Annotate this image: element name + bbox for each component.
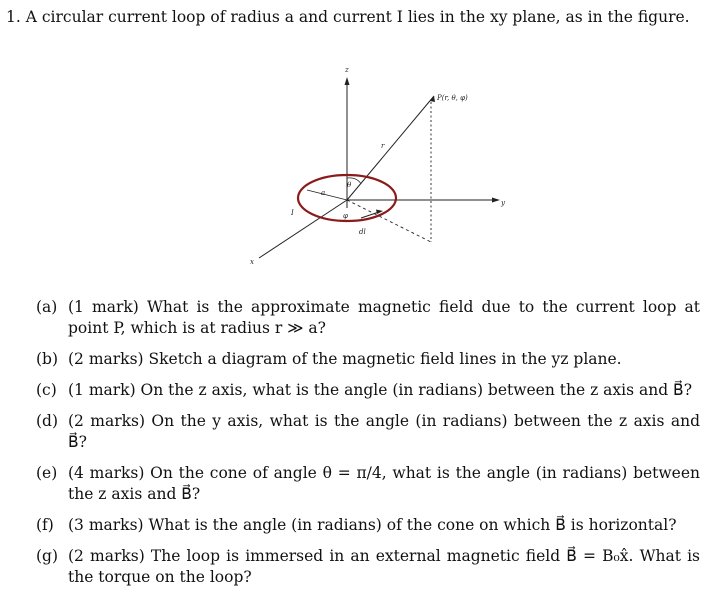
z-axis-label: z — [345, 66, 349, 74]
position-vector-r — [347, 96, 434, 200]
z-axis-arrow-icon — [345, 77, 350, 85]
phi-label: φ — [343, 212, 348, 220]
x-axis-label: x — [250, 258, 254, 266]
part-text: (3 marks) What is the angle (in radians) of the cone on which B⃗ is horizontal? — [68, 516, 677, 534]
question-header — [6, 8, 690, 26]
point-p-marker-icon — [430, 96, 435, 102]
part-a — [36, 297, 700, 339]
part-label: (b) — [36, 350, 59, 368]
part-label: (f) — [36, 516, 54, 534]
part-text: (4 marks) On the cone of angle θ = π/4, what is the angle (in radians) between the z axis and B⃗? — [68, 464, 700, 503]
part-label: (e) — [36, 464, 58, 482]
current-i-label: I — [291, 209, 294, 217]
theta-label: θ — [347, 181, 352, 189]
a-label: a — [321, 189, 326, 197]
part-label: (d) — [36, 412, 59, 430]
radius-a — [307, 190, 347, 200]
part-f — [36, 515, 700, 536]
part-e — [36, 463, 700, 505]
part-text: (2 marks) On the y axis, what is the angle (in radians) between the z axis and B⃗? — [68, 412, 700, 451]
question-intro: A circular current loop of radius a and current I lies in the xy plane, as in the figure. — [25, 8, 690, 26]
r-label: r — [381, 142, 385, 150]
part-g — [36, 546, 700, 588]
y-axis-arrow-icon — [492, 198, 500, 203]
part-text: (1 mark) On the z axis, what is the angle (in radians) between the z axis and B⃗? — [68, 381, 693, 399]
question-parts — [36, 297, 700, 598]
part-text: (2 marks) Sketch a diagram of the magnetic field lines in the yz plane. — [68, 350, 622, 368]
current-loop-figure — [245, 60, 515, 275]
part-text: (1 mark) What is the approximate magnetic field due to the current loop at point P, which is at radius r ≫ a? — [68, 298, 700, 337]
point-p-label: P(r, θ, φ) — [437, 94, 468, 102]
part-label: (c) — [36, 381, 57, 399]
part-d — [36, 411, 700, 453]
dl-label: dl — [359, 228, 366, 236]
part-label: (a) — [36, 298, 58, 316]
part-text: (2 marks) The loop is immersed in an external magnetic field B⃗ = B₀x̂. What is the torque on the loop? — [68, 547, 700, 586]
part-c — [36, 380, 700, 401]
part-label: (g) — [36, 547, 59, 565]
question-number: 1. — [6, 8, 21, 26]
y-axis-label: y — [501, 199, 505, 207]
part-b — [36, 349, 700, 370]
